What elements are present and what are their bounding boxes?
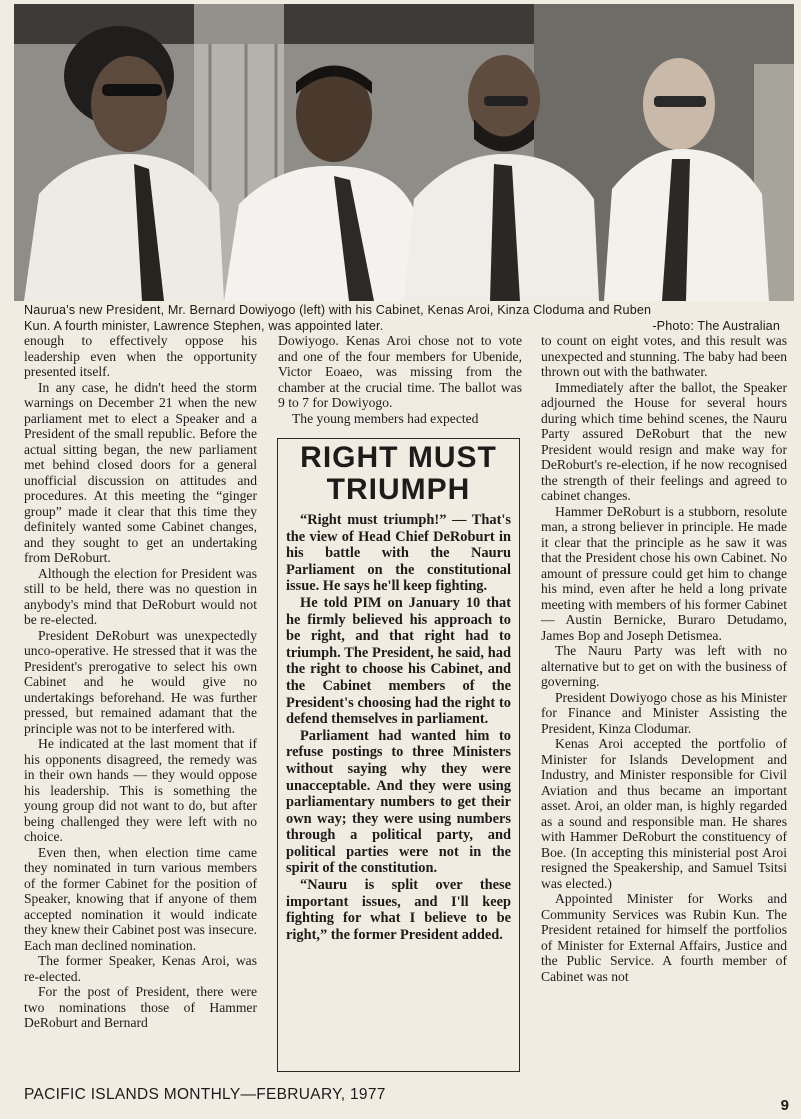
paragraph: For the post of President, there were two nominations those of Hammer DeRoburt and Bernard bbox=[24, 984, 257, 1030]
sidebar-paragraph: “Nauru is split over these important issues, and I'll keep fighting for what I believe to be right,” the former President added. bbox=[286, 877, 511, 943]
sidebar-paragraph: He told PIM on January 10 that he firmly believed his approach to be right, and that right had to triumph. The President, he said, had the right to choose his Cabinet, and the Cabinet members of the President's choosing had the right to defend themselves in parliament. bbox=[286, 594, 511, 728]
cabinet-photo bbox=[14, 4, 794, 301]
paragraph: Even then, when election time came they nominated in turn various members of the former Cabinet for the position of Speaker, knowing that if anyone of them accepted nomination it would indicate they knew their Cabinet post was insecure. Each man declined nomination. bbox=[24, 844, 257, 953]
paragraph: Appointed Minister for Works and Community Services was Rubin Kun. The President retained for himself the portfolios of Minister for External Affairs, Justice and the Public Service. A fourth member of Cabinet was not bbox=[541, 891, 787, 984]
paragraph: Hammer DeRoburt is a stubborn, resolute man, a strong believer in principle. He made it clear that the principle as he saw it was that the President chose his own Cabinet. No amount of pressure could get him to change his mind, even after he held a long private meeting with members of his former Cabinet — Austin Bernicke, Buraro Detudamo, James Bop and Joseph Detismea. bbox=[541, 503, 787, 643]
photo-caption bbox=[24, 303, 780, 334]
sidebar-title: RIGHT MUST TRIUMPH bbox=[300, 441, 497, 506]
photo-credit: -Photo: The Australian bbox=[652, 318, 780, 333]
paragraph: The Nauru Party was left with no alternative but to get on with the business of governing. bbox=[541, 643, 787, 689]
paragraph: Immediately after the ballot, the Speaker adjourned the House for several hours during which time behind scenes, the Nauru Party assured DeRoburt that the new President would resign and make way for DeRoburt's re-election, if he now recognised the strength of their feelings and agreed to cabinet changes. bbox=[541, 379, 787, 503]
paragraph: President DeRoburt was unexpectedly unco-operative. He stressed that it was the President's prerogative to select his own Cabinet and he would give no undertakings beforehand. He was further pressed, but remained adamant that the principle was not to be interfered with. bbox=[24, 627, 257, 736]
article-column-2 bbox=[278, 333, 522, 426]
sidebar-box bbox=[277, 438, 520, 1072]
caption-line-2: Kun. A fourth minister, Lawrence Stephen, was appointed later. bbox=[24, 318, 384, 333]
page-number: 9 bbox=[780, 1097, 789, 1114]
paragraph: The former Speaker, Kenas Aroi, was re-elected. bbox=[24, 953, 257, 984]
paragraph: Kenas Aroi accepted the portfolio of Minister for Islands Development and Industry, and Minister responsible for Civil Aviation and thus became an important asset. Aroi, an older man, is highly regarded as a sound and responsible man. He shares with Hammer DeRoburt the constituency of Boe. (In accepting this ministerial post Aroi resigned the Speakership, and Samuel Tsitsi was elected.) bbox=[541, 736, 787, 891]
caption-line-1: Naurua's new President, Mr. Bernard Dowiyogo (left) with his Cabinet, Kenas Aroi, Kinza Cloduma and Ruben bbox=[24, 303, 652, 317]
photo-illustration bbox=[14, 4, 794, 301]
paragraph: enough to effectively oppose his leadership even when the opportunity presented itself. bbox=[24, 333, 257, 379]
article-column-1 bbox=[24, 333, 257, 1031]
paragraph: He indicated at the last moment that if his opponents disagreed, the remedy was in their own hands — they would oppose his leadership. This is something the young group did not want to do, but after being challenged they were left with no choice. bbox=[24, 736, 257, 844]
sidebar-paragraph: Parliament had wanted him to refuse postings to three Ministers without saying why they were unacceptable. And they were using parliamentary numbers to get their own way; they were using numbers through a political party, and political parties were not in the spirit of the constitution. bbox=[286, 727, 511, 877]
paragraph: Dowiyogo. Kenas Aroi chose not to vote and one of the four members for Ubenide, Victor Eoaeo, was missing from the chamber at the crucial time. The ballot was 9 to 7 for Dowiyogo. bbox=[278, 333, 522, 410]
publication-footer: PACIFIC ISLANDS MONTHLY—FEBRUARY, 1977 bbox=[24, 1086, 386, 1103]
paragraph: The young members had expected bbox=[292, 410, 479, 426]
paragraph: President Dowiyogo chose as his Minister for Finance and Minister Assisting the President, Kinza Clodumar. bbox=[541, 689, 787, 736]
article-column-3 bbox=[541, 333, 787, 984]
paragraph: In any case, he didn't heed the storm warnings on December 21 when the new parliament met to elect a Speaker and a President of the small republic. Before the actual sitting began, the new parliament met behind closed doors for a general unofficial discussion on attitudes and procedures. At this meeting the “ginger group” made it clear that this time they definitely wanted some Cabinet changes, and they sought to get an undertaking from DeRoburt. bbox=[24, 379, 257, 565]
paragraph: Although the election for President was still to be held, there was no question in anybody's mind that DeRoburt would not be re-elected. bbox=[24, 565, 257, 627]
paragraph: to count on eight votes, and this result was unexpected and stunning. The baby had been thrown out with the bathwater. bbox=[541, 333, 787, 379]
sidebar-paragraph: “Right must triumph!” — That's the view of Head Chief DeRoburt in his battle with the Nauru Parliament on the constitutional issue. He says he'll keep fighting. bbox=[286, 512, 511, 595]
